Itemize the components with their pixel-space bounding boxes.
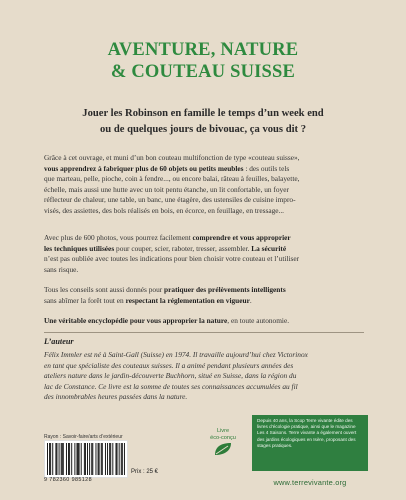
author-line: en tant que spécialiste des couteaux suisses. Il a animé pendant plusieurs années des [44, 360, 294, 370]
paragraph-4 [44, 316, 364, 327]
p2-line: n’est pas oubliée avec toutes les indications pour bien choisir votre couteau et l’utiliser [44, 254, 300, 263]
publisher-line: stages pratiques. [257, 442, 293, 448]
p1-line: visés, des assiettes, des bols réalisés en bois, en écorce, en feuillage, en tressage... [44, 205, 285, 215]
paragraph-3 [44, 285, 364, 306]
p1-line: échelle, mais aussi une hutte avec un toit pentu étanche, un lit confortable, un foyer [44, 184, 289, 194]
p4-line: Une véritable encyclopédie pour vous approprier la nature, en toute autonomie. [44, 316, 290, 325]
paragraph-2 [44, 233, 364, 275]
publisher-line: Les 4 Saisons. Terre vivante a également ouvert [257, 430, 357, 436]
eco-label-2: éco-conçu [210, 434, 236, 441]
barcode-icon [44, 440, 128, 478]
p3-line: Tous les conseils sont aussi donnés pour pratiquer des prélèvements intelligents [44, 285, 286, 294]
title-line-2: & COUTEAU SUISSE [110, 62, 296, 82]
publisher-line: livres d’écologie pratique, ainsi que le magazine [257, 424, 356, 430]
author-line: lac de Constance. Ce livre est la somme de toutes ses connaissances accumulées au fil [44, 381, 298, 391]
lead-line-2: ou de quelques jours de bivouac, ça vous dit ? [99, 124, 307, 135]
author-bio [44, 350, 364, 403]
author-heading: L’auteur [44, 337, 74, 346]
p1-line: vous apprendrez à fabriquer plus de 60 objets ou petits meubles : des outils tels [44, 163, 290, 173]
p1-line: Grâce à cet ouvrage, et muni d’un bon couteau multifonction de type «couteau suisse», [44, 153, 300, 162]
paragraph-1 [44, 153, 364, 216]
p2-line: les techniques utilisées pour couper, scier, raboter, tresser, assembler. La sécurité [44, 243, 287, 253]
eco-label-1: Livre [216, 428, 230, 434]
publisher-line: Depuis 40 ans, la Scop Terre vivante édite des [257, 418, 353, 423]
lead-line-1: Jouer les Robinson en famille le temps d’un week end [82, 108, 324, 119]
publisher-line: des jardins écologiques en Isère, proposant des [257, 436, 356, 442]
author-line: Félix Immler est né à Saint-Gall (Suisse) en 1974. Il travaille aujourd’hui chez Victorinox [44, 350, 308, 359]
title-line-1: AVENTURE, NATURE [107, 40, 299, 60]
isbn-number: 9 782360 985128 [44, 477, 92, 483]
shelf-category: Rayon : Savoir-faire/arts d’extérieur [44, 434, 123, 440]
author-line: des innombrables heures passées dans la nature. [44, 392, 188, 401]
eco-design-badge [202, 424, 244, 470]
p2-line: Avec plus de 600 photos, vous pourrez facilement comprendre et vous approprier [44, 233, 291, 242]
leaf-icon [212, 441, 234, 457]
p2-line: sans risque. [44, 264, 79, 274]
lead-question [30, 106, 376, 138]
p1-line: que marteau, pelle, pioche, coin à fendre..., ou encore balai, râteau à feuilles, balayette, [44, 174, 300, 183]
p1-line: réflecteur de chaleur, une table, un banc, une étagère, des ustensiles de cuisine impro- [44, 195, 296, 204]
publisher-url: www.terrevivante.org [273, 478, 347, 487]
divider [44, 332, 364, 333]
publisher-box [252, 415, 368, 471]
price: Prix : 25 € [131, 469, 159, 475]
author-line: ateliers nature dans le jardin-découverte Buchhorn, situé en Suisse, dans la région du [44, 371, 297, 380]
p3-line: sans abîmer la forêt tout en respectant la réglementation en vigueur. [44, 295, 252, 305]
